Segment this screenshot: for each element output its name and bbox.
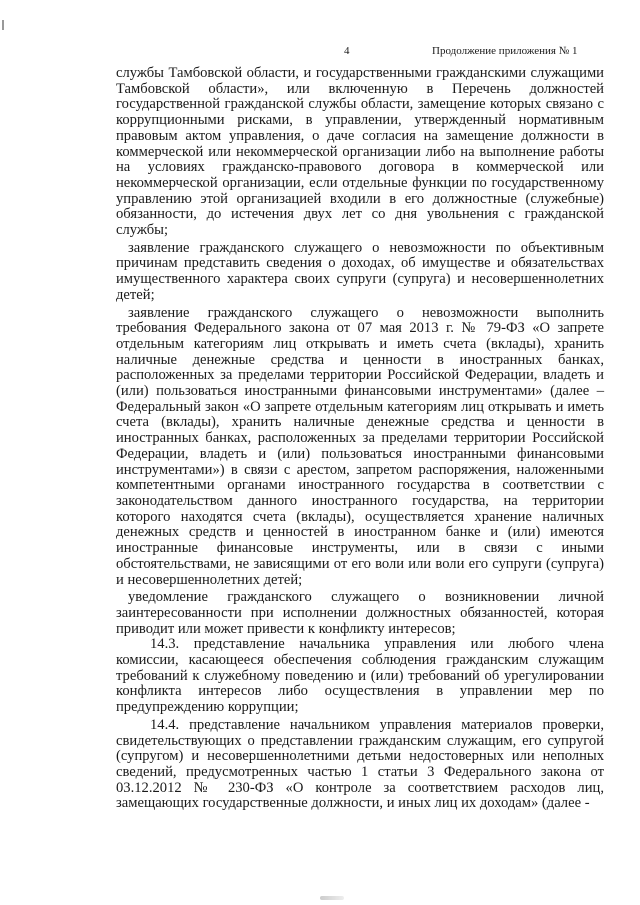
page-number: 4 — [344, 45, 350, 57]
scan-edge-mark — [2, 20, 4, 30]
paragraph-continuation: службы Тамбовской области, и государственными гражданскими служащими Тамбовской области», или включенную в Перечень должностей государственной гражданской службы области, замещение которых связано с коррупционными рисками, в управлении, утвержденный нормативным правовым актом управления, о даче согласия на замещение должности в коммерческой или некоммерческой организации либо на выполнение работы на условиях гражданско-правового договора в коммерческой или некоммерческой организации, если отдельные функции по государственному управлению этой организацией входили в его должностные (служебные) обязанности, до истечения двух лет со дня увольнения с гражданской службы; — [116, 65, 604, 239]
paragraph-statement-foreign-accounts: заявление гражданского служащего о невозможности выполнить требования Федерального закона от 07 мая 2013 г. № 79-ФЗ «О запрете отдельным категориям лиц открывать и иметь счета (вклады), хранить наличные денежные средства и ценности в иностранных банках, расположенных за пределами территории Российской Федерации, владеть и (или) пользоваться иностранными финансовыми инструментами» (далее – Федеральный закон «О запрете отдельным категориям лиц открывать и иметь счета (вклады), хранить наличные денежные средства и ценности в иностранных банках, расположенных за пределами территории Российской Федерации, владеть и (или) пользоваться иностранными финансовыми инструментами») в связи с арестом, запретом распоряжения, наложенными компетентными органами иностранного государства в соответствии с законодательством данного иностранного государства, на территории которого находятся счета (вклады), осуществляется хранение наличных денежных средств и ценностей в иностранном банке и (или) имеются иностранные финансовые инструменты, или в связи с иными обстоятельствами, не зависящими от его воли или воли его супруги (супруга) и несовершеннолетних детей; — [116, 304, 604, 588]
paragraph-14-4: 14.4. представление начальником управления материалов проверки, свидетельствующих о представлении гражданским служащим, его супругой (супругом) и несовершеннолетними детьми недостоверных или неполных сведений, предусмотренных частью 1 статьи 3 Федерального закона от 03.12.2012 № 230-ФЗ «О контроле за соответствием расходов лиц, замещающих государственные должности, и иных лиц их доходам» (далее - — [116, 716, 604, 812]
scan-smudge — [320, 896, 344, 900]
paragraph-14-3: 14.3. представление начальника управления или любого члена комиссии, касающееся обеспечения соблюдения гражданским служащим требований к служебному поведению и (или) требований об урегулировании конфликта интересов либо осуществления в управлении мер по предупреждению коррупции; — [116, 636, 604, 716]
paragraph-notice-conflict: уведомление гражданского служащего о возникновении личной заинтересованности при исполнении должностных обязанностей, которая приводит или может привести к конфликту интересов; — [116, 589, 604, 637]
paragraph-statement-income: заявление гражданского служащего о невозможности по объективным причинам представить сведения о доходах, об имуществе и обязательствах имущественного характера своих супруги (супруга) и несовершеннолетних детей; — [116, 239, 604, 303]
continuation-header: Продолжение приложения № 1 — [432, 45, 578, 57]
document-body — [116, 66, 604, 812]
